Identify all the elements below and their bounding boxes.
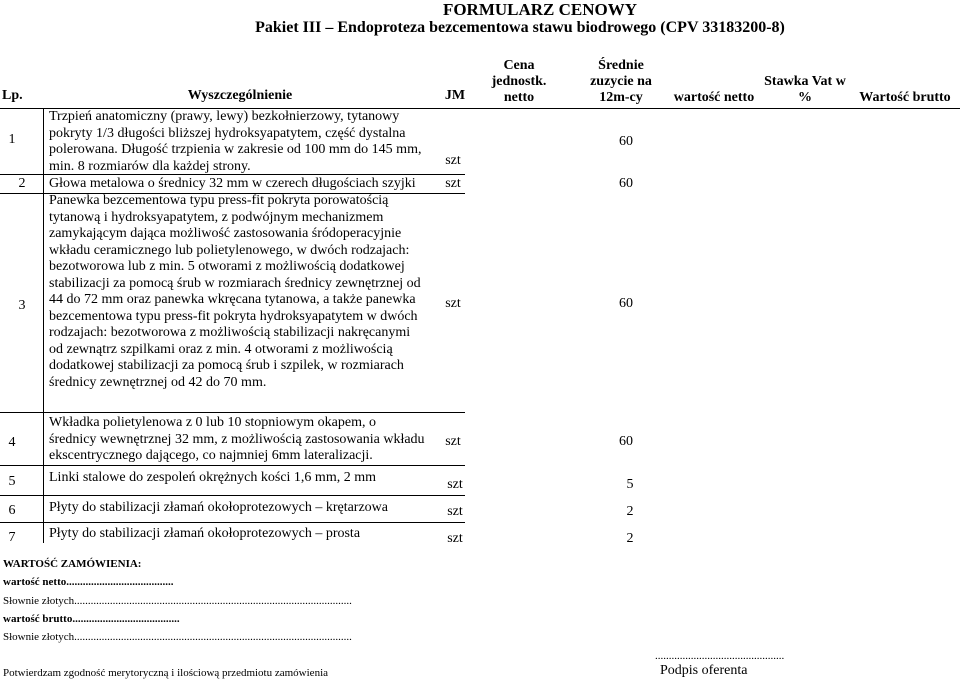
gross-value-field: wartość brutto....................................... — [3, 613, 180, 625]
row-2-description — [49, 176, 459, 193]
row-3-line: 44 do 72 mm oraz panewka wkręcana tytanowa, a także panewka — [49, 292, 416, 307]
row-7-qty: 2 — [626, 531, 634, 546]
row-6-qty: 2 — [626, 504, 634, 519]
row-3-line: tytanową i hydroksyapatytem, z podwójnym mechanizmem — [49, 209, 384, 225]
row-3-lp: 3 — [18, 298, 26, 313]
words-field-gross: Słownie złotych..................................................................................................... — [3, 631, 352, 643]
row-1-jm: szt — [445, 153, 461, 168]
signature-label: Podpis oferenta — [660, 663, 748, 678]
row-3-line: rodzajach: bezotworowa z możliwością stabilizacji nakręcanymi — [49, 325, 411, 340]
header-usage-line3: 12m-cy — [599, 90, 643, 105]
row-3-line: bezotworowa lub z min. 5 otworami z możliwością dodatkowej — [49, 259, 405, 274]
row-7-description — [49, 526, 459, 543]
row-2-jm: szt — [445, 176, 461, 191]
row-3-qty: 60 — [619, 296, 633, 311]
row-2-qty: 60 — [619, 176, 633, 191]
header-gross: Wartość brutto — [859, 90, 951, 105]
row-3-line: zamykającym dająca możliwość zastosowania śródoperacyjnie — [49, 226, 402, 241]
row-4-jm: szt — [445, 434, 461, 449]
header-price-line3: netto — [503, 90, 535, 105]
row-4-line: średnicy wewnętrznej 32 mm, z możliwością zastosowania wkładu — [49, 431, 425, 447]
row-3-line: wkładu ceramicznego lub polietylenowego, w dwóch rodzajach: — [49, 242, 410, 258]
column-divider — [43, 108, 44, 543]
header-usage — [566, 58, 676, 106]
row-3-line: Panewka bezcementowa typu press-fit pokryta porowatością — [49, 193, 389, 208]
row-1-line: polerowana. Długość trzpienia w zakresie od 100 mm do 145 mm, — [49, 142, 422, 157]
row-4-qty: 60 — [619, 434, 633, 449]
row-7-lp: 7 — [8, 530, 16, 545]
row-1-line: Trzpień anatomiczny (prawy, lewy) bezkołnierzowy, tytanowy — [49, 109, 400, 124]
row-5-line: Linki stalowe do zespoleń okrężnych kości 1,6 mm, 2 mm — [49, 470, 376, 485]
header-name: Wyszczególnienie — [187, 88, 293, 103]
header-net-value: wartość netto — [673, 90, 755, 105]
confirmation-text: Potwierdzam zgodność merytoryczną i ilościową przedmiotu zamówienia — [3, 667, 329, 679]
row-7-line: Płyty do stabilizacji złamań okołoprotezowych – prosta — [49, 526, 361, 541]
header-usage-line1: Średnie — [598, 58, 644, 73]
net-value-field: wartość netto....................................... — [3, 576, 174, 588]
row-3-line: bezcementowa typu press-fit pokryta hydroksyapatytem w dwóch — [49, 308, 418, 324]
row-3-jm: szt — [445, 296, 461, 311]
row-6-lp: 6 — [8, 503, 16, 518]
row-4-line: Wkładka polietylenowa z 0 lub 10 stopniowym okapem, o — [49, 415, 376, 430]
row-3-line: średnicy zewnętrznej od 42 do 70 mm. — [49, 374, 267, 390]
row-divider — [0, 495, 465, 496]
header-vat — [755, 74, 855, 106]
row-1-lp: 1 — [8, 132, 16, 147]
row-divider — [0, 522, 465, 523]
row-4-description — [49, 415, 459, 465]
header-vat-line1: Stawka Vat w — [764, 74, 846, 89]
row-divider — [0, 412, 465, 413]
header-price — [478, 58, 560, 106]
page-subtitle: Pakiet III – Endoproteza bezcementowa stawu biodrowego (CPV 33183200-8) — [255, 19, 785, 36]
row-6-jm: szt — [447, 504, 463, 519]
row-3-description — [49, 193, 459, 391]
row-1-description — [49, 109, 459, 175]
row-divider — [0, 465, 465, 466]
header-price-line1: Cena — [503, 58, 535, 73]
row-3-line: dodatkowej stabilizacji za pomocą śrub i szpilek, w rozmiarach — [49, 358, 404, 373]
row-6-description — [49, 500, 459, 517]
page-title: FORMULARZ CENOWY — [442, 0, 638, 19]
header-lp: Lp. — [2, 88, 23, 103]
signature-dots: ............................................... — [655, 650, 785, 662]
header-price-line2: jednostk. — [491, 74, 547, 89]
row-5-description — [49, 470, 459, 487]
order-value-label: WARTOŚĆ ZAMÓWIENIA: — [3, 558, 142, 570]
row-4-line: ekscentrycznego dającego, co najmniej 6mm lateralizacji. — [49, 448, 373, 463]
row-5-jm: szt — [447, 477, 463, 492]
row-1-line: min. 8 rozmiarów dla każdej strony. — [49, 158, 251, 174]
row-6-line: Płyty do stabilizacji złamań okołoprotezowych – krętarzowa — [49, 500, 389, 515]
row-5-qty: 5 — [626, 477, 634, 492]
row-3-line: stabilizacji za pomocą śrub w rozmiarach średnicy zewnętrznej od — [49, 275, 421, 291]
header-jm: JM — [444, 88, 466, 103]
row-2-line: Głowa metalowa o średnicy 32 mm w czerech długościach szyjki — [49, 176, 416, 191]
header-usage-line2: zuzycie na — [590, 74, 652, 89]
row-3-line: od zewnątrz szpilkami oraz z min. 4 otworami z możliwością — [49, 341, 393, 357]
row-4-lp: 4 — [8, 435, 16, 450]
words-field-net: Słownie złotych..................................................................................................... — [3, 595, 352, 607]
row-5-lp: 5 — [8, 474, 16, 489]
row-2-lp: 2 — [18, 176, 26, 191]
row-1-line: pokryty 1/3 długości bliższej hydroksyapatytem, część dystalna — [49, 125, 406, 141]
row-7-jm: szt — [447, 531, 463, 546]
header-vat-line2: % — [798, 90, 812, 105]
row-1-qty: 60 — [619, 134, 633, 149]
